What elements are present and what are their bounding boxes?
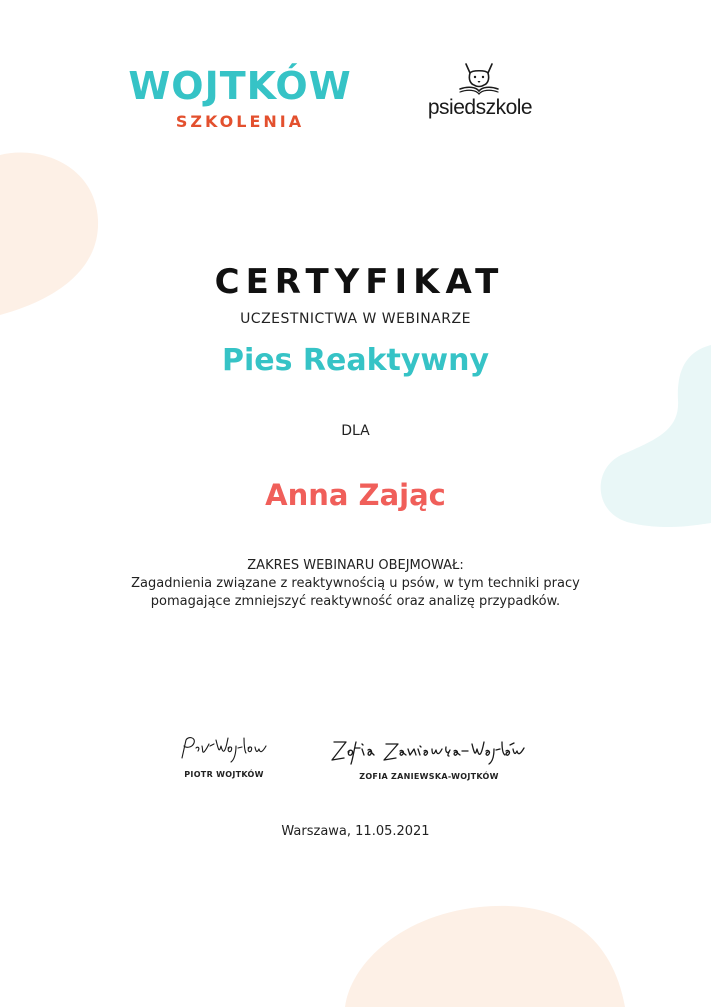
wojtkow-szkolenia-logo	[120, 64, 360, 134]
certificate-title: CERTYFIKAT	[214, 262, 505, 302]
scope-line: Zagadnienia związane z reaktywnością u psów, w tym techniki pracy	[131, 576, 580, 591]
logo-brand-text: WOJTKÓW	[128, 64, 352, 108]
webinar-scope	[60, 557, 651, 611]
scope-line: pomagające zmniejszyć reaktywność oraz analizę przypadków.	[150, 594, 561, 609]
handwritten-signature	[176, 734, 272, 764]
handwritten-signature	[324, 736, 534, 766]
course-name: Pies Reaktywny	[221, 343, 490, 378]
psiedszkole-logo	[418, 60, 542, 120]
psiedszkole-logo-text: psiedszkole	[427, 96, 533, 119]
scope-heading: ZAKRES WEBINARU OBEJMOWAŁ:	[247, 558, 464, 573]
certificate-subtitle: UCZESTNICTWA W WEBINARZE	[240, 311, 471, 327]
dog-reading-book-icon	[452, 60, 508, 96]
place-and-date: Warszawa, 11.05.2021	[281, 824, 430, 839]
signature-block-piotr	[164, 734, 284, 779]
signatory-name: ZOFIA ZANIEWSKA-WOJTKÓW	[359, 772, 499, 781]
for-label: DLA	[341, 423, 370, 439]
background-blob-bottom	[340, 905, 630, 1007]
signature-block-zofia	[318, 736, 540, 781]
signatory-name: PIOTR WOJTKÓW	[184, 770, 264, 779]
recipient-name: Anna Zając	[265, 478, 446, 512]
logo-sub-text: SZKOLENIA	[175, 112, 305, 131]
